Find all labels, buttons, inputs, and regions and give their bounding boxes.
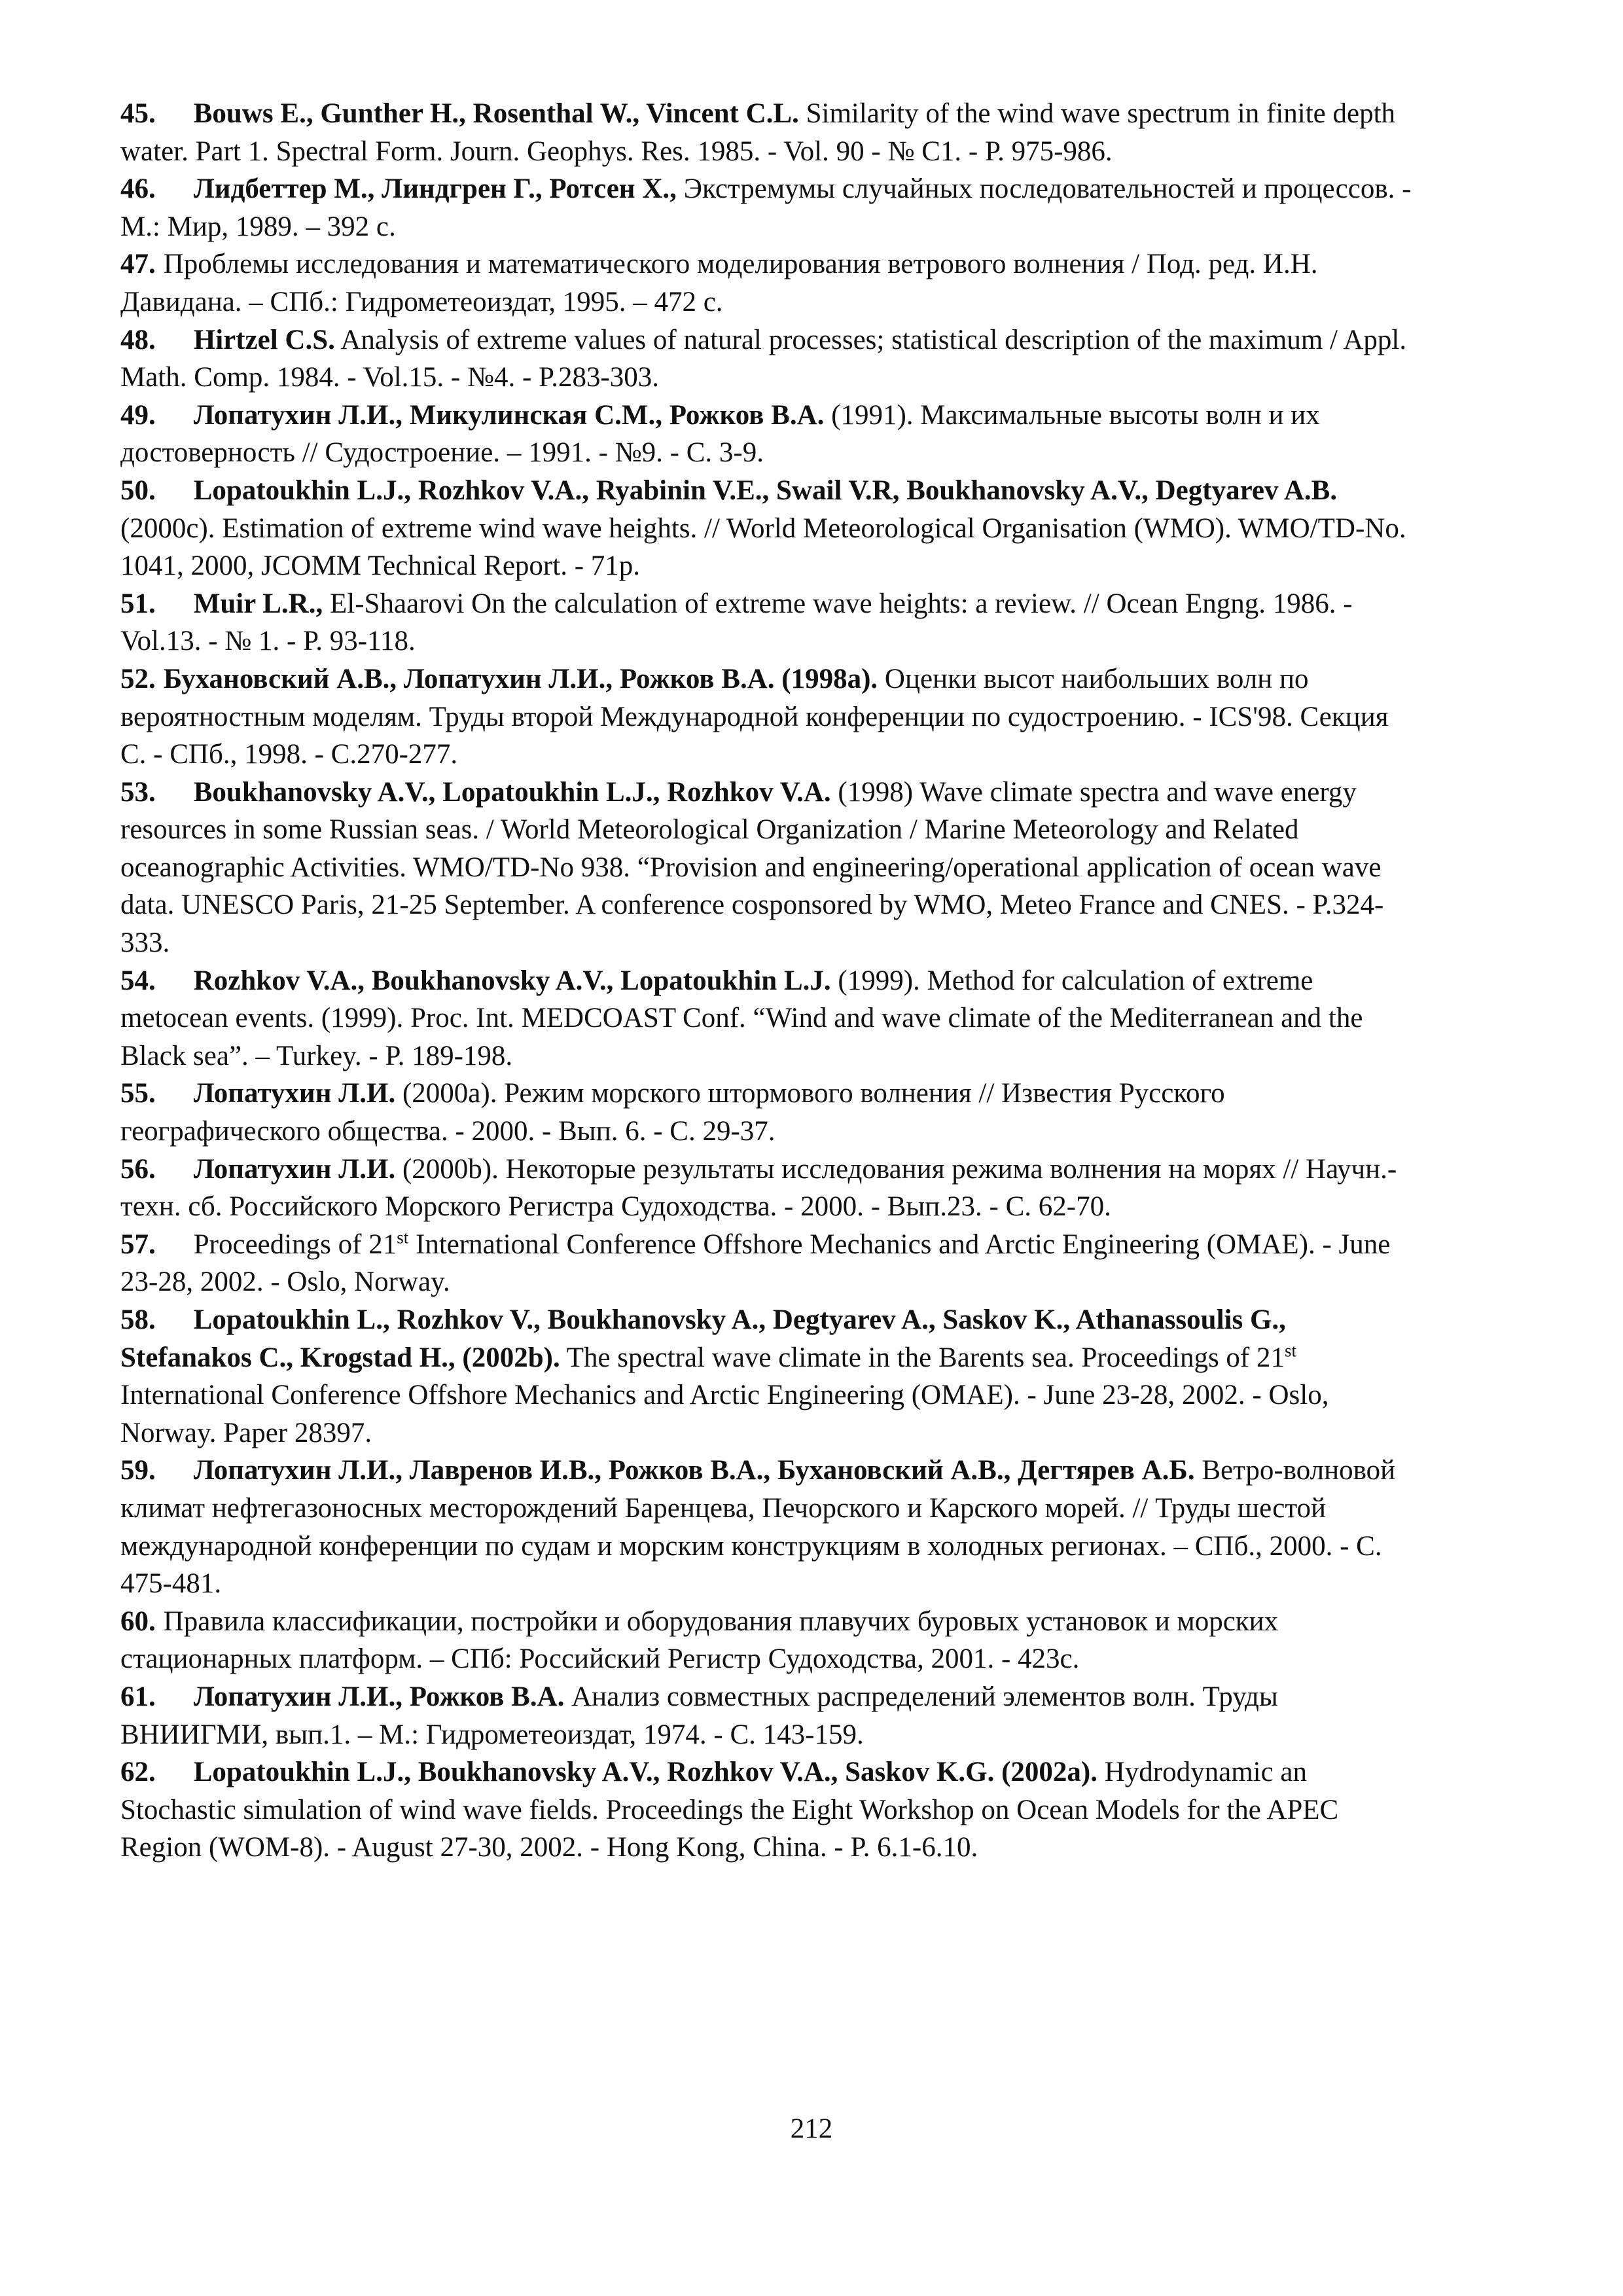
reference-authors: Лопатухин Л.И. [193, 1078, 396, 1109]
reference-authors: Лидбеттер М., Линдгрен Г., Ротсен Х., [193, 173, 677, 205]
reference-authors: Лопатухин Л.И., Микулинская С.М., Рожков В.А. [193, 399, 825, 431]
reference-number: 48. [120, 324, 156, 355]
page-number: 212 [790, 2113, 833, 2144]
reference-authors: Лопатухин Л.И. [193, 1153, 396, 1185]
reference-text: (2000b). Некоторые результаты исследования режима волнения на морях // Научн.-техн. сб. Российского Морского Регистра Судоходства. - 2000. - Вып.23. - С. 62-70. [120, 1153, 1397, 1223]
reference-item [120, 321, 1414, 397]
reference-text: (1999). Method for calculation of extreme metocean events. (1999). Proc. Int. MEDCOAST Conf. “Wind and wave climate of the Mediterranean and the Black sea”. – Turkey. - P. 189-198. [120, 965, 1363, 1071]
reference-number: 61. [120, 1681, 156, 1712]
reference-text-continued: International Conference Offshore Mechanics and Arctic Engineering (OMAE). - June 23-28, 2002. - Oslo, Norway. [120, 1229, 1391, 1298]
reference-authors: Boukhanovsky A.V., Lopatoukhin L.J., Rozhkov V.A. [193, 776, 831, 808]
reference-list [120, 95, 1414, 1867]
reference-text: Similarity of the wind wave spectrum in finite depth water. Part 1. Spectral Form. Journ. Geophys. Res. 1985. - Vol. 90 - № C1. - P. 975-986. [120, 98, 1396, 167]
reference-authors: Бухановский А.В., Лопатухин Л.И., Рожков В.А. (1998a). [163, 663, 878, 694]
reference-number: 52. [120, 663, 156, 694]
reference-text: (2000c). Estimation of extreme wind wave heights. // World Meteorological Organisation (WMO). WMO/TD-No. 1041, 2000, JCOMM Technical Report. - 71p. [120, 512, 1406, 582]
reference-authors: Muir L.R., [193, 588, 323, 619]
reference-text: El-Shaarovi On the calculation of extreme wave heights: a review. // Ocean Engng. 1986. - Vol.13. - № 1. - P. 93-118. [120, 588, 1353, 657]
reference-authors: Bouws E., Gunther H., Rosenthal W., Vincent C.L. [193, 98, 799, 129]
reference-authors: Rozhkov V.A., Boukhanovsky A.V., Lopatoukhin L.J. [193, 965, 831, 996]
reference-number: 47. [120, 249, 156, 280]
reference-text: Оценки высот наибольших волн по вероятностным моделям. Труды второй Международной конференции по судостроению. - ICS'98. Секция С. - СПб., 1998. - С.270-277. [120, 663, 1389, 770]
reference-authors: Lopatoukhin L.J., Rozhkov V.A., Ryabinin V.E., Swail V.R, Boukhanovsky A.V., Degtyarev A.B. [193, 475, 1338, 506]
reference-item [120, 170, 1414, 245]
reference-item [120, 1226, 1414, 1301]
ordinal-superscript: st [397, 1227, 409, 1247]
reference-text: Proceedings of 21 [193, 1229, 397, 1260]
reference-number: 59. [120, 1455, 156, 1486]
reference-number: 60. [120, 1605, 156, 1637]
reference-text: Анализ совместных распределений элементов волн. Труды ВНИИГМИ, вып.1. – М.: Гидрометеоиздат, 1974. - С. 143-159. [120, 1681, 1278, 1750]
reference-number: 46. [120, 173, 156, 205]
reference-item [120, 1603, 1414, 1678]
reference-text: Экстремумы случайных последовательностей и процессов. - М.: Мир, 1989. – 392 с. [120, 173, 1412, 242]
reference-number: 58. [120, 1304, 156, 1335]
reference-item [120, 660, 1414, 774]
reference-item [120, 585, 1414, 660]
reference-authors: Lopatoukhin L.J., Boukhanovsky A.V., Rozhkov V.A., Saskov K.G. (2002a). [193, 1757, 1097, 1788]
reference-number: 53. [120, 776, 156, 808]
reference-number: 62. [120, 1757, 156, 1788]
reference-number: 57. [120, 1229, 156, 1260]
reference-authors: Hirtzel C.S. [193, 324, 335, 355]
reference-text: The spectral wave climate in the Barents sea. Proceedings of 21 [560, 1342, 1285, 1373]
reference-authors: Lopatoukhin L., Rozhkov V., Boukhanovsky A., Degtyarev A., Saskov K., Athanassoulis G., Stefanakos C., Krogstad H., (2002b). [120, 1304, 1286, 1373]
reference-item [120, 1301, 1414, 1452]
reference-item [120, 1452, 1414, 1602]
reference-text: Ветро-волновой климат нефтегазоносных месторождений Баренцева, Печорского и Карского морей. // Труды шестой международной конференции по судам и морским конструкциям в холодных регионах. – СПб., 2000. - С. 475-481. [120, 1455, 1396, 1600]
reference-number: 45. [120, 98, 156, 129]
reference-authors: Лопатухин Л.И., Рожков В.А. [193, 1681, 565, 1712]
reference-item [120, 1753, 1414, 1867]
reference-item [120, 245, 1414, 321]
reference-authors: Лопатухин Л.И., Лавренов И.В., Рожков В.А., Бухановский А.В., Дегтярев А.Б. [193, 1455, 1195, 1486]
reference-item [120, 1075, 1414, 1150]
reference-text-continued: International Conference Offshore Mechanics and Arctic Engineering (OMAE). - June 23-28, 2002. - Oslo, Norway. Paper 28397. [120, 1380, 1329, 1448]
reference-number: 56. [120, 1153, 156, 1185]
reference-text: (2000a). Режим морского штормового волнения // Известия Русского географического общества. - 2000. - Вып. 6. - С. 29-37. [120, 1078, 1225, 1147]
reference-text: Analysis of extreme values of natural processes; statistical description of the maximum / Appl. Math. Comp. 1984. - Vol.15. - №4. - P.283-303. [120, 324, 1407, 393]
reference-item [120, 472, 1414, 585]
reference-item [120, 95, 1414, 170]
reference-number: 55. [120, 1078, 156, 1109]
reference-text: (1998) Wave climate spectra and wave energy resources in some Russian seas. / World Meteorological Organization / Marine Meteorology and Related oceanographic Activities. WMO/TD-No 938. “Provision and engineering/operational application of ocean wave data. UNESCO Paris, 21-25 September. A conference cosponsored by WMO, Meteo France and CNES. - P.324-333. [120, 776, 1384, 959]
reference-text: (1991). Максимальные высоты волн и их достоверность // Судостроение. – 1991. - №9. - С. 3-9. [120, 399, 1320, 469]
reference-item [120, 774, 1414, 962]
reference-number: 49. [120, 399, 156, 431]
reference-number: 50. [120, 475, 156, 506]
reference-item [120, 1678, 1414, 1753]
reference-item [120, 397, 1414, 472]
reference-number: 51. [120, 588, 156, 619]
reference-number: 54. [120, 965, 156, 996]
reference-text: Правила классификации, постройки и оборудования плавучих буровых установок и морских стационарных платформ. – СПб: Российский Регистр Судоходства, 2001. - 423с. [120, 1605, 1279, 1675]
ordinal-superscript: st [1285, 1340, 1297, 1361]
reference-text: Hydrodynamic an Stochastic simulation of wind wave fields. Proceedings the Eight Workshop on Ocean Models for the APEC Region (WOM-8). - August 27-30, 2002. - Hong Kong, China. - P. 6.1-6.10. [120, 1757, 1339, 1863]
reference-item [120, 962, 1414, 1075]
reference-text: Проблемы исследования и математического моделирования ветрового волнения / Под. ред. И.Н. Давидана. – СПб.: Гидрометеоиздат, 1995. – 472 с. [120, 249, 1318, 317]
reference-item [120, 1151, 1414, 1226]
